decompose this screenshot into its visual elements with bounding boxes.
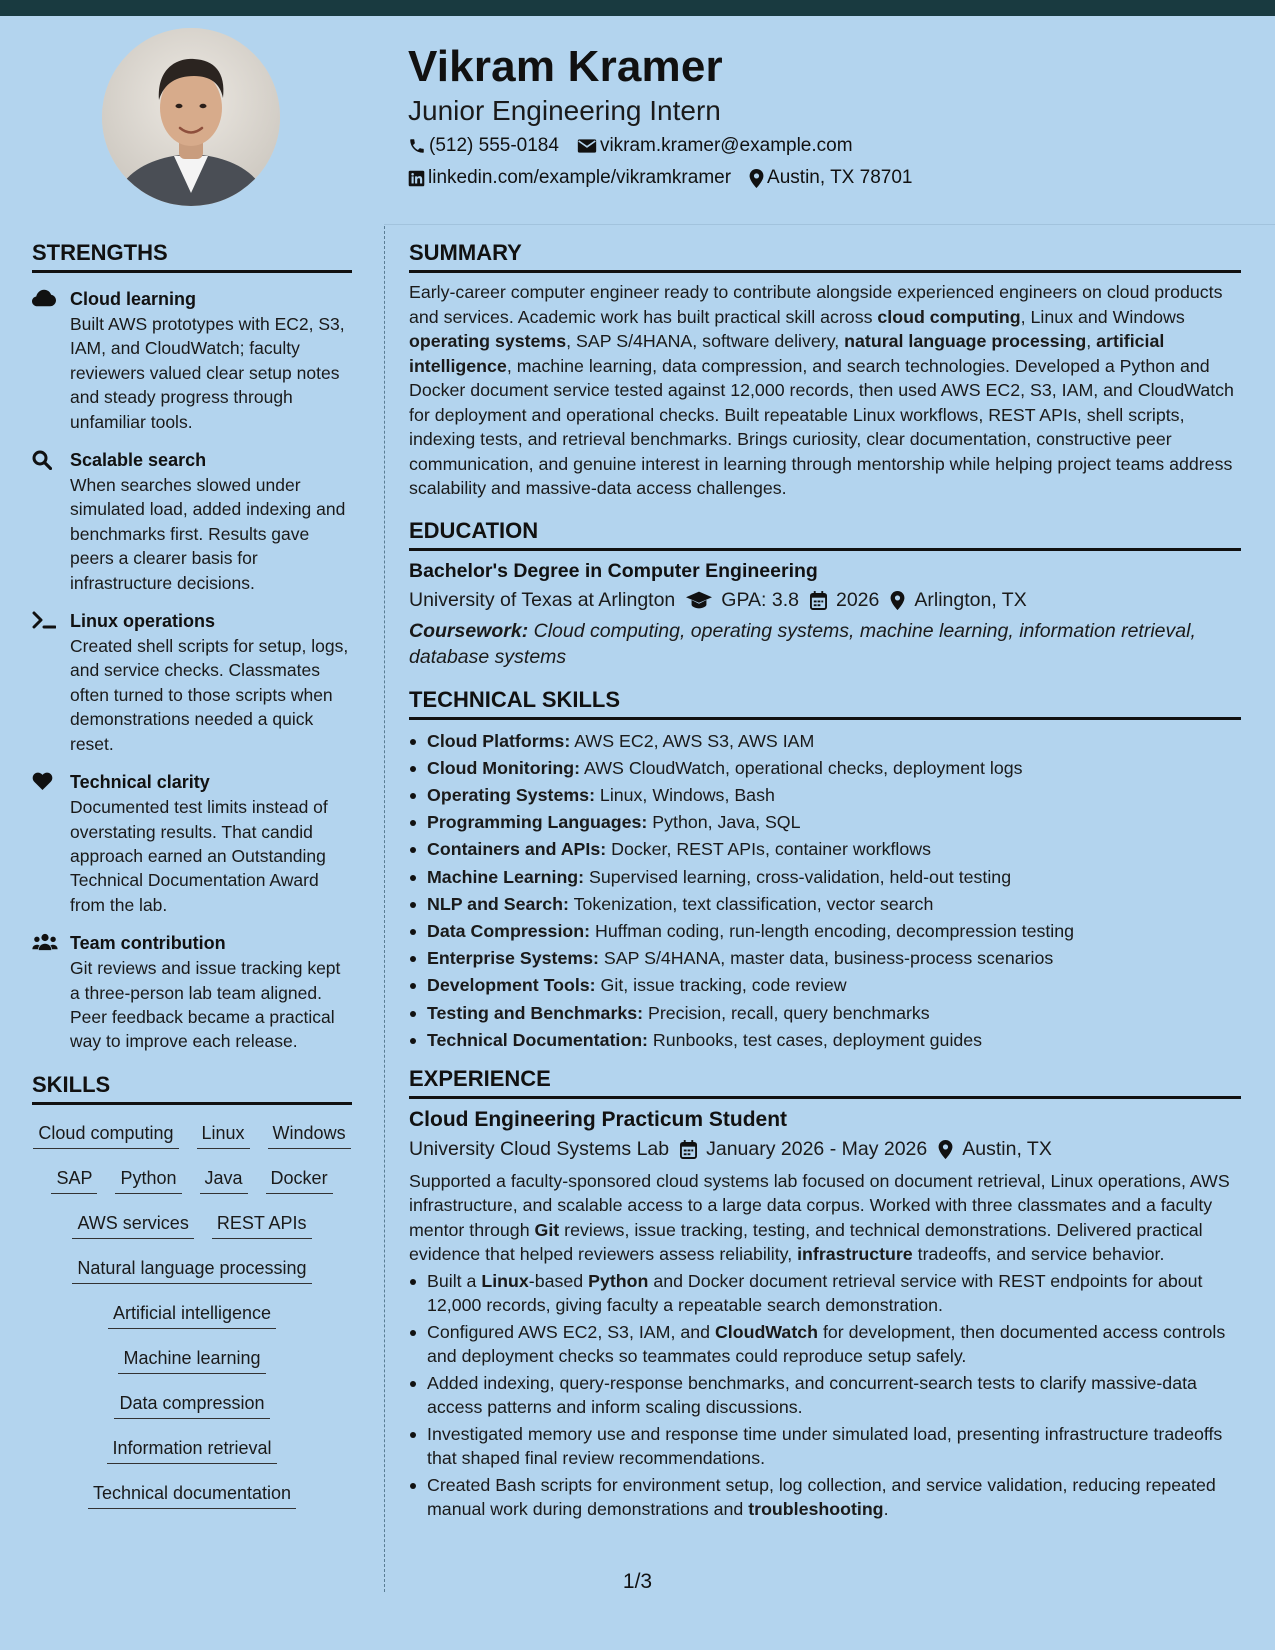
profile-photo: [102, 28, 280, 206]
skill-category: Data Compression:: [427, 920, 591, 941]
bold-keyword: infrastructure: [797, 1244, 913, 1265]
skill-tag: Windows: [268, 1122, 351, 1149]
strength-item: [32, 770, 352, 917]
skill-tag: SAP: [51, 1167, 97, 1194]
technical-skill-item: [409, 864, 1241, 891]
skill-category: Technical Documentation:: [427, 1029, 648, 1050]
skill-tag: Artificial intelligence: [108, 1302, 276, 1329]
skill-category: Enterprise Systems:: [427, 948, 599, 969]
technical-skill-item: [409, 755, 1241, 782]
degree-title: Bachelor's Degree in Computer Engineering: [409, 559, 818, 582]
calendar-icon: [680, 1140, 697, 1159]
skill-values: AWS EC2, AWS S3, AWS IAM: [570, 730, 815, 751]
location-contact: [749, 167, 912, 189]
text-run: for development, then documented access controls and deployment checks so teammates could reproduce setup safely.: [427, 1321, 1226, 1367]
location-pin-icon: [890, 591, 905, 610]
coursework: [409, 618, 1241, 670]
linkedin-contact[interactable]: [408, 167, 731, 189]
skill-category: Cloud Monitoring:: [427, 757, 581, 778]
text-run: Built a: [427, 1270, 482, 1291]
text-run: and Docker document retrieval service with REST endpoints for about 12,000 records, giving faculty a repeatable search demonstration.: [427, 1270, 1203, 1316]
strength-title: Technical clarity: [70, 772, 210, 793]
skills-section: [32, 1072, 352, 1518]
job-title: Junior Engineering Intern: [408, 95, 721, 126]
search-icon: [32, 450, 52, 470]
summary-heading: SUMMARY: [409, 240, 1241, 273]
heart-icon: [32, 772, 53, 790]
page-number: 1/3: [622, 1570, 653, 1593]
profile-photo-illustration: [102, 28, 280, 206]
skill-tag-row: [32, 1293, 352, 1338]
location-text: Austin, TX 78701: [767, 167, 913, 188]
coursework-label: Coursework:: [409, 619, 529, 642]
bold-keyword: cloud computing: [877, 306, 1021, 327]
technical-skill-item: [409, 945, 1241, 972]
phone-contact[interactable]: [408, 135, 559, 157]
text-run: Investigated memory use and response time under simulated load, presenting infrastructure tradeoffs that shaped final review recommendations.: [427, 1423, 1223, 1469]
strength-desc: When searches slowed under simulated load, added indexing and benchmarks first. Results gave peers a clearer basis for infrastructure decisions.: [70, 475, 346, 593]
text-run: Early-career computer engineer ready to contribute alongside experienced engineers on cloud products and services. Academic work has built practical skill across: [409, 282, 1223, 327]
skill-tag: Docker: [266, 1167, 333, 1194]
technical-skill-item: [409, 782, 1241, 809]
email-address: vikram.kramer@example.com: [599, 135, 853, 156]
calendar-icon: [810, 591, 827, 610]
technical-skill-item: [409, 918, 1241, 945]
skill-values: AWS CloudWatch, operational checks, deployment logs: [580, 757, 1023, 778]
experience-bullet: [409, 1371, 1241, 1420]
technical-skill-item: [409, 809, 1241, 836]
top-accent-bar: [0, 0, 1275, 16]
technical-skill-item: [409, 972, 1241, 999]
text-run: reviews, issue tracking, testing, and technical demonstrations. Delivered practical evidence that helped reviewers assess reliability,: [409, 1219, 1203, 1265]
skill-values: Git, issue tracking, code review: [595, 975, 847, 996]
experience-bullet: [409, 1320, 1241, 1369]
strength-title: Linux operations: [70, 611, 216, 632]
skill-tag-row: [32, 1113, 352, 1158]
skill-values: Tokenization, text classification, vector search: [568, 893, 934, 914]
strength-desc: Built AWS prototypes with EC2, S3, IAM, and CloudWatch; faculty reviewers valued clear setup notes and steady progress through unfamiliar tools.: [70, 314, 345, 432]
strength-desc: Documented test limits instead of overstating results. That candid approach earned an Outstanding Technical Documentation Award from the lab.: [70, 797, 328, 915]
bold-keyword: CloudWatch: [714, 1321, 818, 1342]
column-divider: [384, 226, 385, 1592]
skill-category: Development Tools:: [427, 975, 596, 996]
skill-tag: Machine learning: [118, 1347, 265, 1374]
email-contact[interactable]: [577, 135, 853, 157]
bold-keyword: operating systems: [409, 331, 567, 351]
skill-tag: Technical documentation: [88, 1482, 296, 1509]
skill-tag: Linux: [197, 1122, 250, 1149]
experience-dates: January 2026 - May 2026: [706, 1137, 928, 1160]
cloud-icon: [32, 289, 56, 307]
education-meta: [409, 589, 1241, 612]
gpa: GPA: 3.8: [721, 588, 799, 611]
location-pin-icon: [749, 169, 764, 188]
candidate-name: Vikram Kramer: [408, 42, 723, 91]
bold-keyword: natural language processing: [844, 331, 1087, 351]
skill-category: Testing and Benchmarks:: [427, 1002, 644, 1023]
strengths-heading: STRENGTHS: [32, 240, 352, 273]
skill-values: Linux, Windows, Bash: [594, 784, 775, 805]
users-icon: [32, 933, 58, 951]
skill-tag: AWS services: [72, 1212, 193, 1239]
text-run: Supported a faculty-sponsored cloud systems lab focused on document retrieval, Linux operations, AWS infrastructure, and scalable access to a large data corpus. Worked with three classmates and a faculty mentor through: [409, 1170, 1230, 1240]
email-icon: [577, 137, 597, 155]
skills-heading: SKILLS: [32, 1072, 352, 1105]
technical-skill-item: [409, 728, 1241, 755]
strength-item: [32, 609, 352, 756]
strength-item: [32, 931, 352, 1054]
bold-keyword: Linux: [481, 1270, 529, 1291]
location-pin-icon: [938, 1140, 953, 1159]
graduation-cap-icon: [686, 591, 712, 609]
strength-title: Team contribution: [70, 933, 226, 954]
skill-tag: Data compression: [114, 1392, 269, 1419]
skill-tag-row: [32, 1248, 352, 1293]
skill-category: Containers and APIs:: [427, 839, 607, 860]
summary-text: [409, 280, 1241, 501]
graduation-year: 2026: [835, 588, 880, 611]
skill-tag: Information retrieval: [107, 1437, 276, 1464]
contact-row-1: [408, 135, 871, 157]
bold-keyword: Git: [534, 1219, 560, 1240]
skill-tag-row: [32, 1158, 352, 1203]
text-run: ,: [1086, 331, 1097, 351]
text-run: Created Bash scripts for environment setup, log collection, and service validation, reducing repeated manual work during demonstrations and: [427, 1474, 1216, 1520]
text-run: , SAP S/4HANA, software delivery,: [566, 331, 845, 351]
strength-title: Cloud learning: [70, 289, 196, 309]
coursework-list: Cloud computing, operating systems, machine learning, information retrieval, database systems: [409, 619, 1196, 668]
skill-tag-row: [32, 1383, 352, 1428]
experience-location: Austin, TX: [962, 1137, 1052, 1160]
skill-values: Precision, recall, query benchmarks: [643, 1002, 930, 1023]
skill-category: Machine Learning:: [427, 866, 585, 887]
bold-keyword: Python: [588, 1270, 649, 1291]
technical-skill-item: [409, 1000, 1241, 1027]
text-run: Configured AWS EC2, S3, IAM, and: [427, 1321, 715, 1342]
phone-icon: [408, 137, 426, 155]
phone-number: (512) 555-0184: [429, 135, 559, 156]
experience-bullets: [409, 1269, 1241, 1522]
skill-category: NLP and Search:: [427, 893, 569, 914]
experience-meta: [409, 1138, 1241, 1161]
linkedin-url: linkedin.com/example/vikramkramer: [428, 167, 732, 188]
skill-tag: REST APIs: [212, 1212, 312, 1239]
technical-skill-item: [409, 1027, 1241, 1054]
skill-tag-row: [32, 1428, 352, 1473]
linkedin-icon: [408, 170, 425, 187]
strength-desc: Created shell scripts for setup, logs, and service checks. Classmates often turned to those scripts when demonstrations needed a quick reset.: [70, 636, 349, 754]
bold-keyword: troubleshooting: [748, 1499, 884, 1520]
technical-skills-list: [409, 728, 1241, 1054]
experience-description: [409, 1169, 1241, 1267]
strength-desc: Git reviews and issue tracking kept a three-person lab team aligned. Peer feedback became a practical way to improve each release.: [70, 958, 341, 1052]
experience-bullet: [409, 1473, 1241, 1522]
left-column: [32, 240, 352, 1518]
technical-skill-item: [409, 891, 1241, 918]
text-run: -based: [528, 1270, 589, 1291]
technical-skill-item: [409, 836, 1241, 863]
text-run: Added indexing, query-response benchmarks, and concurrent-search tests to clarify massive-data access patterns and inform scaling discussions.: [427, 1372, 1197, 1418]
strength-title: Scalable search: [70, 450, 207, 471]
contact-row-2: [408, 167, 930, 189]
experience-title: Cloud Engineering Practicum Student: [409, 1107, 788, 1131]
experience-bullet: [409, 1422, 1241, 1471]
skill-category: Operating Systems:: [427, 784, 595, 805]
skill-tag: Python: [115, 1167, 181, 1194]
skill-values: Runbooks, test cases, deployment guides: [647, 1029, 983, 1050]
organization: University Cloud Systems Lab: [409, 1137, 670, 1160]
skill-tag: Cloud computing: [33, 1122, 178, 1149]
skill-tag-row: [32, 1338, 352, 1383]
bold-keyword: artificial intelligence: [409, 331, 1165, 376]
terminal-icon: [32, 611, 56, 629]
header-divider: [384, 224, 1275, 225]
text-run: .: [883, 1499, 889, 1520]
school-location: Arlington, TX: [914, 588, 1027, 611]
skill-category: Programming Languages:: [427, 812, 648, 833]
skill-values: SAP S/4HANA, master data, business-process scenarios: [598, 948, 1054, 969]
skill-values: Docker, REST APIs, container workflows: [606, 839, 931, 860]
skill-tags: [32, 1113, 352, 1518]
text-run: tradeoffs, and service behavior.: [912, 1244, 1165, 1265]
experience-heading: EXPERIENCE: [409, 1066, 1241, 1099]
school-name: University of Texas at Arlington: [409, 588, 676, 611]
strength-item: [32, 287, 352, 434]
skill-category: Cloud Platforms:: [427, 730, 571, 751]
education-heading: EDUCATION: [409, 518, 1241, 551]
strength-item: [32, 448, 352, 595]
skill-values: Python, Java, SQL: [647, 812, 801, 833]
skill-values: Huffman coding, run-length encoding, decompression testing: [590, 920, 1075, 941]
text-run: , Linux and Windows: [1020, 306, 1185, 327]
text-run: , machine learning, data compression, and search technologies. Developed a Python and Docker document service tested against 12,000 records, then used AWS EC2, S3, IAM, and CloudWatch for deployment and operational checks. Built repeatable Linux workflows, REST APIs, shell scripts, indexing tests, and retrieval benchmarks. Brings curiosity, clear documentation, constructive peer communication, and genuine interest in learning through mentorship while helping project teams address scalability and massive-data access challenges.: [409, 355, 1234, 498]
right-column: [409, 240, 1241, 1524]
technical-skills-heading: TECHNICAL SKILLS: [409, 687, 1241, 720]
skill-tag: Natural language processing: [72, 1257, 311, 1284]
skill-tag-row: [32, 1203, 352, 1248]
skill-values: Supervised learning, cross-validation, held-out testing: [584, 866, 1012, 887]
experience-bullet: [409, 1269, 1241, 1318]
skill-tag-row: [32, 1473, 352, 1518]
skill-tag: Java: [200, 1167, 248, 1194]
